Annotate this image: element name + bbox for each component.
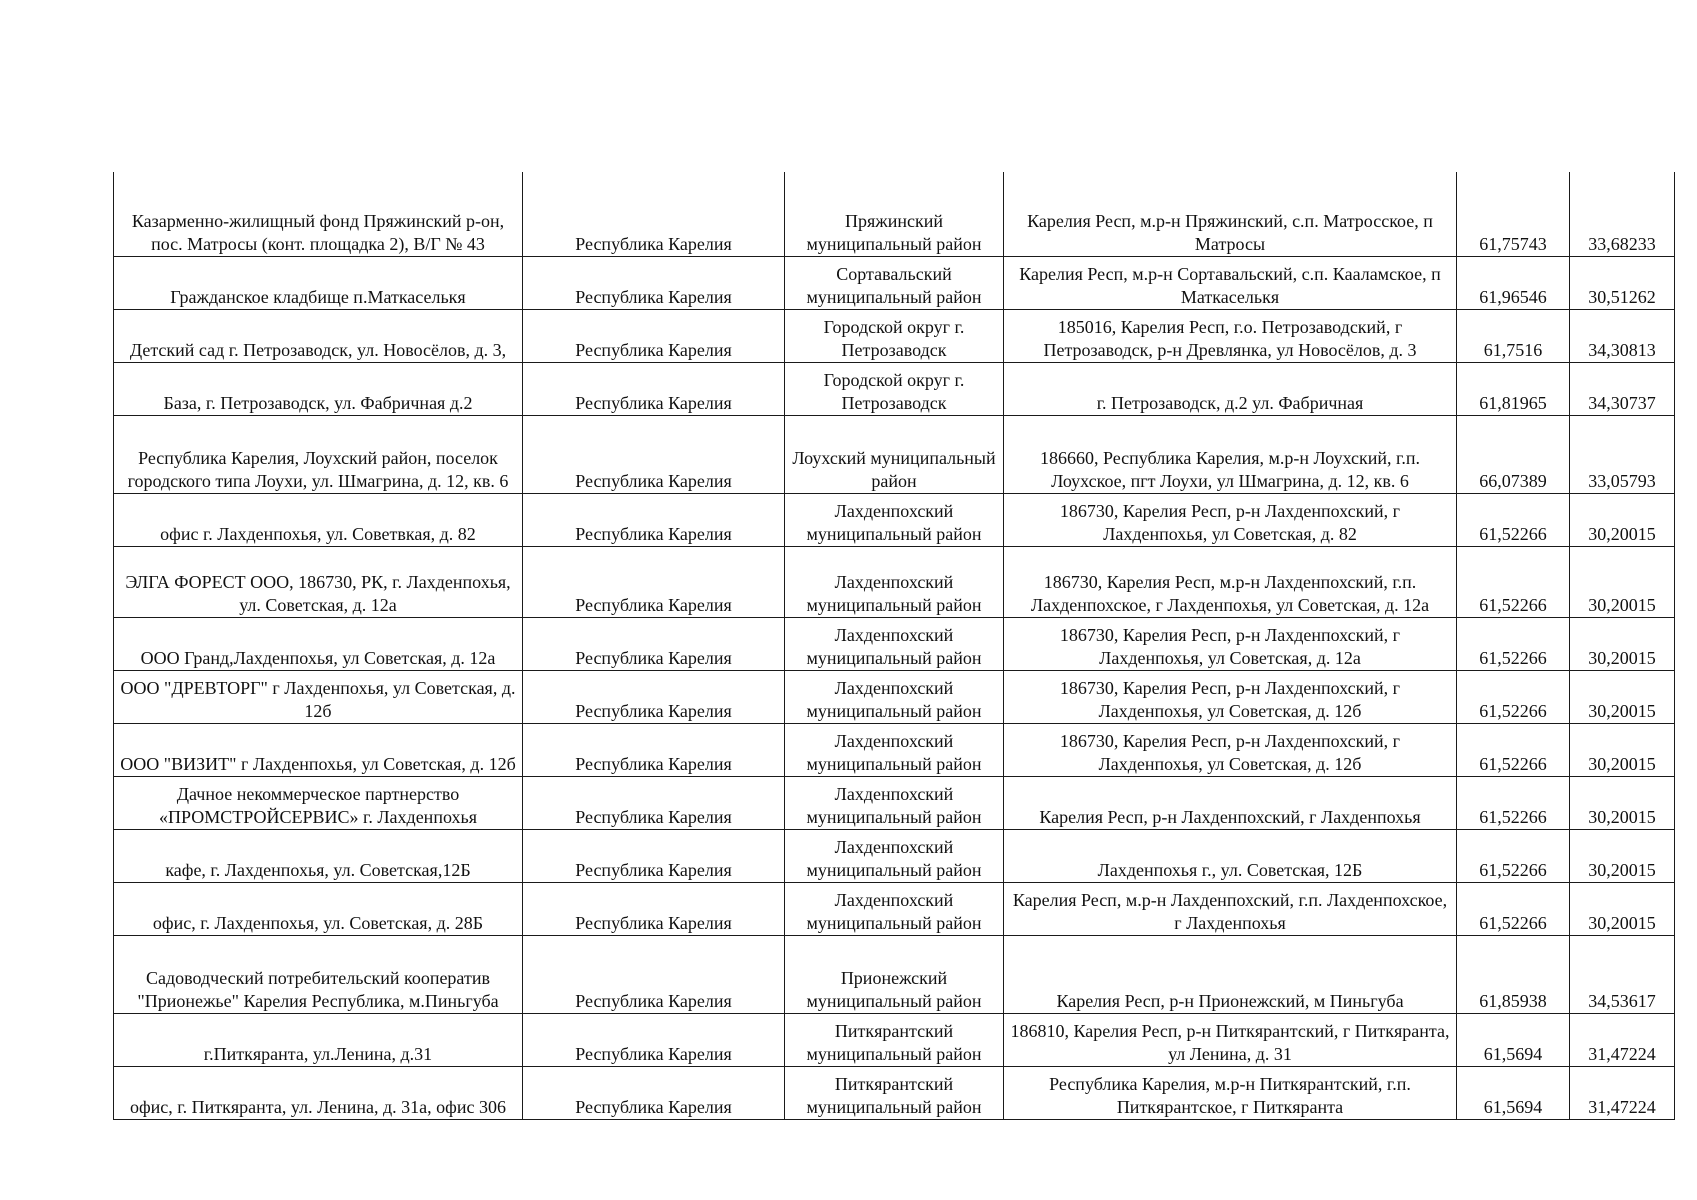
latitude-cell: 61,52266 xyxy=(1457,829,1570,882)
address-cell: Карелия Респ, р-н Лахденпохский, г Лахденпохья xyxy=(1004,776,1457,829)
region-cell: Республика Карелия xyxy=(523,723,785,776)
table-row xyxy=(114,546,1675,617)
object-name-cell: Дачное некоммерческое партнерство «ПРОМСТРОЙСЕРВИС» г. Лахденпохья xyxy=(114,776,523,829)
table-row xyxy=(114,776,1675,829)
longitude-cell: 30,20015 xyxy=(1570,723,1675,776)
region-cell: Республика Карелия xyxy=(523,829,785,882)
object-name-cell: Садоводческий потребительский кооператив "Прионежье" Карелия Республика, м.Пиньгуба xyxy=(114,935,523,1013)
address-cell: 186730, Карелия Респ, р-н Лахденпохский, г Лахденпохья, ул Советская, д. 12б xyxy=(1004,723,1457,776)
object-name-cell: Казарменно-жилищный фонд Пряжинский р-он, пос. Матросы (конт. площадка 2), В/Г № 43 xyxy=(114,172,523,256)
region-cell: Республика Карелия xyxy=(523,935,785,1013)
object-name-cell: г.Питкяранта, ул.Ленина, д.31 xyxy=(114,1013,523,1066)
municipality-cell: Питкярантский муниципальный район xyxy=(785,1066,1004,1119)
region-cell: Республика Карелия xyxy=(523,415,785,493)
object-name-cell: ЭЛГА ФОРЕСТ ООО, 186730, РК, г. Лахденпохья, ул. Советская, д. 12а xyxy=(114,546,523,617)
longitude-cell: 30,20015 xyxy=(1570,882,1675,935)
latitude-cell: 61,81965 xyxy=(1457,362,1570,415)
longitude-cell: 33,05793 xyxy=(1570,415,1675,493)
latitude-cell: 61,52266 xyxy=(1457,493,1570,546)
object-name-cell: Гражданское кладбище п.Маткаселькя xyxy=(114,256,523,309)
address-cell: 186810, Карелия Респ, р-н Питкярантский, г Питкяранта, ул Ленина, д. 31 xyxy=(1004,1013,1457,1066)
region-cell: Республика Карелия xyxy=(523,309,785,362)
latitude-cell: 66,07389 xyxy=(1457,415,1570,493)
address-cell: 186730, Карелия Респ, р-н Лахденпохский, г Лахденпохья, ул Советская, д. 12б xyxy=(1004,670,1457,723)
object-name-cell: ООО Гранд,Лахденпохья, ул Советская, д. 12а xyxy=(114,617,523,670)
municipality-cell: Лахденпохский муниципальный район xyxy=(785,776,1004,829)
municipality-cell: Лахденпохский муниципальный район xyxy=(785,670,1004,723)
longitude-cell: 34,53617 xyxy=(1570,935,1675,1013)
region-cell: Республика Карелия xyxy=(523,493,785,546)
table-row xyxy=(114,256,1675,309)
table-row xyxy=(114,670,1675,723)
longitude-cell: 31,47224 xyxy=(1570,1066,1675,1119)
address-cell: Карелия Респ, м.р-н Пряжинский, с.п. Матросское, п Матросы xyxy=(1004,172,1457,256)
municipality-cell: Лахденпохский муниципальный район xyxy=(785,546,1004,617)
table-row xyxy=(114,415,1675,493)
longitude-cell: 30,20015 xyxy=(1570,829,1675,882)
address-cell: Лахденпохья г., ул. Советская, 12Б xyxy=(1004,829,1457,882)
municipality-cell: Лоухский муниципальный район xyxy=(785,415,1004,493)
latitude-cell: 61,7516 xyxy=(1457,309,1570,362)
table-row xyxy=(114,172,1675,256)
table-row xyxy=(114,723,1675,776)
region-cell: Республика Карелия xyxy=(523,776,785,829)
municipality-cell: Лахденпохский муниципальный район xyxy=(785,829,1004,882)
latitude-cell: 61,96546 xyxy=(1457,256,1570,309)
region-cell: Республика Карелия xyxy=(523,256,785,309)
object-name-cell: офис, г. Лахденпохья, ул. Советская, д. 28Б xyxy=(114,882,523,935)
longitude-cell: 30,20015 xyxy=(1570,546,1675,617)
region-cell: Республика Карелия xyxy=(523,1066,785,1119)
region-cell: Республика Карелия xyxy=(523,362,785,415)
latitude-cell: 61,52266 xyxy=(1457,546,1570,617)
table-row xyxy=(114,493,1675,546)
region-cell: Республика Карелия xyxy=(523,546,785,617)
municipality-cell: Лахденпохский муниципальный район xyxy=(785,723,1004,776)
municipality-cell: Сортавальский муниципальный район xyxy=(785,256,1004,309)
address-cell: 185016, Карелия Респ, г.о. Петрозаводский, г Петрозаводск, р-н Древлянка, ул Новосёлов, д. 3 xyxy=(1004,309,1457,362)
address-cell: 186730, Карелия Респ, р-н Лахденпохский, г Лахденпохья, ул Советская, д. 12а xyxy=(1004,617,1457,670)
municipality-cell: Прионежский муниципальный район xyxy=(785,935,1004,1013)
table-row xyxy=(114,362,1675,415)
address-cell: Карелия Респ, м.р-н Сортавальский, с.п. Кааламское, п Маткаселькя xyxy=(1004,256,1457,309)
region-cell: Республика Карелия xyxy=(523,172,785,256)
region-cell: Республика Карелия xyxy=(523,1013,785,1066)
latitude-cell: 61,52266 xyxy=(1457,617,1570,670)
region-cell: Республика Карелия xyxy=(523,617,785,670)
latitude-cell: 61,52266 xyxy=(1457,776,1570,829)
municipality-cell: Питкярантский муниципальный район xyxy=(785,1013,1004,1066)
table-row xyxy=(114,935,1675,1013)
municipality-cell: Лахденпохский муниципальный район xyxy=(785,617,1004,670)
address-cell: Карелия Респ, р-н Прионежский, м Пиньгуба xyxy=(1004,935,1457,1013)
object-name-cell: Детский сад г. Петрозаводск, ул. Новосёлов, д. 3, xyxy=(114,309,523,362)
address-cell: г. Петрозаводск, д.2 ул. Фабричная xyxy=(1004,362,1457,415)
address-cell: 186730, Карелия Респ, м.р-н Лахденпохский, г.п. Лахденпохское, г Лахденпохья, ул Советская, д. 12а xyxy=(1004,546,1457,617)
address-cell: Республика Карелия, м.р-н Питкярантский, г.п. Питкярантское, г Питкяранта xyxy=(1004,1066,1457,1119)
object-name-cell: ООО "ВИЗИТ" г Лахденпохья, ул Советская, д. 12б xyxy=(114,723,523,776)
table-row xyxy=(114,309,1675,362)
municipality-cell: Пряжинский муниципальный район xyxy=(785,172,1004,256)
longitude-cell: 34,30737 xyxy=(1570,362,1675,415)
longitude-cell: 30,20015 xyxy=(1570,670,1675,723)
table-row xyxy=(114,882,1675,935)
latitude-cell: 61,52266 xyxy=(1457,723,1570,776)
latitude-cell: 61,75743 xyxy=(1457,172,1570,256)
object-name-cell: База, г. Петрозаводск, ул. Фабричная д.2 xyxy=(114,362,523,415)
latitude-cell: 61,52266 xyxy=(1457,670,1570,723)
latitude-cell: 61,52266 xyxy=(1457,882,1570,935)
object-name-cell: ООО "ДРЕВТОРГ" г Лахденпохья, ул Советская, д. 12б xyxy=(114,670,523,723)
objects-table xyxy=(113,172,1675,1120)
longitude-cell: 30,20015 xyxy=(1570,776,1675,829)
object-name-cell: офис г. Лахденпохья, ул. Советвкая, д. 82 xyxy=(114,493,523,546)
region-cell: Республика Карелия xyxy=(523,882,785,935)
latitude-cell: 61,5694 xyxy=(1457,1066,1570,1119)
longitude-cell: 31,47224 xyxy=(1570,1013,1675,1066)
table-row xyxy=(114,1066,1675,1119)
longitude-cell: 30,20015 xyxy=(1570,617,1675,670)
longitude-cell: 30,51262 xyxy=(1570,256,1675,309)
longitude-cell: 30,20015 xyxy=(1570,493,1675,546)
municipality-cell: Городской округ г. Петрозаводск xyxy=(785,309,1004,362)
object-name-cell: офис, г. Питкяранта, ул. Ленина, д. 31а, офис 306 xyxy=(114,1066,523,1119)
latitude-cell: 61,5694 xyxy=(1457,1013,1570,1066)
table-row xyxy=(114,617,1675,670)
longitude-cell: 34,30813 xyxy=(1570,309,1675,362)
municipality-cell: Лахденпохский муниципальный район xyxy=(785,493,1004,546)
address-cell: 186730, Карелия Респ, р-н Лахденпохский, г Лахденпохья, ул Советская, д. 82 xyxy=(1004,493,1457,546)
table-row xyxy=(114,1013,1675,1066)
region-cell: Республика Карелия xyxy=(523,670,785,723)
municipality-cell: Лахденпохский муниципальный район xyxy=(785,882,1004,935)
object-name-cell: Республика Карелия, Лоухский район, поселок городского типа Лоухи, ул. Шмагрина, д. 12, кв. 6 xyxy=(114,415,523,493)
object-name-cell: кафе, г. Лахденпохья, ул. Советская,12Б xyxy=(114,829,523,882)
table-row xyxy=(114,829,1675,882)
address-cell: 186660, Республика Карелия, м.р-н Лоухский, г.п. Лоухское, пгт Лоухи, ул Шмагрина, д. 12, кв. 6 xyxy=(1004,415,1457,493)
latitude-cell: 61,85938 xyxy=(1457,935,1570,1013)
municipality-cell: Городской округ г. Петрозаводск xyxy=(785,362,1004,415)
address-cell: Карелия Респ, м.р-н Лахденпохский, г.п. Лахденпохское, г Лахденпохья xyxy=(1004,882,1457,935)
longitude-cell: 33,68233 xyxy=(1570,172,1675,256)
